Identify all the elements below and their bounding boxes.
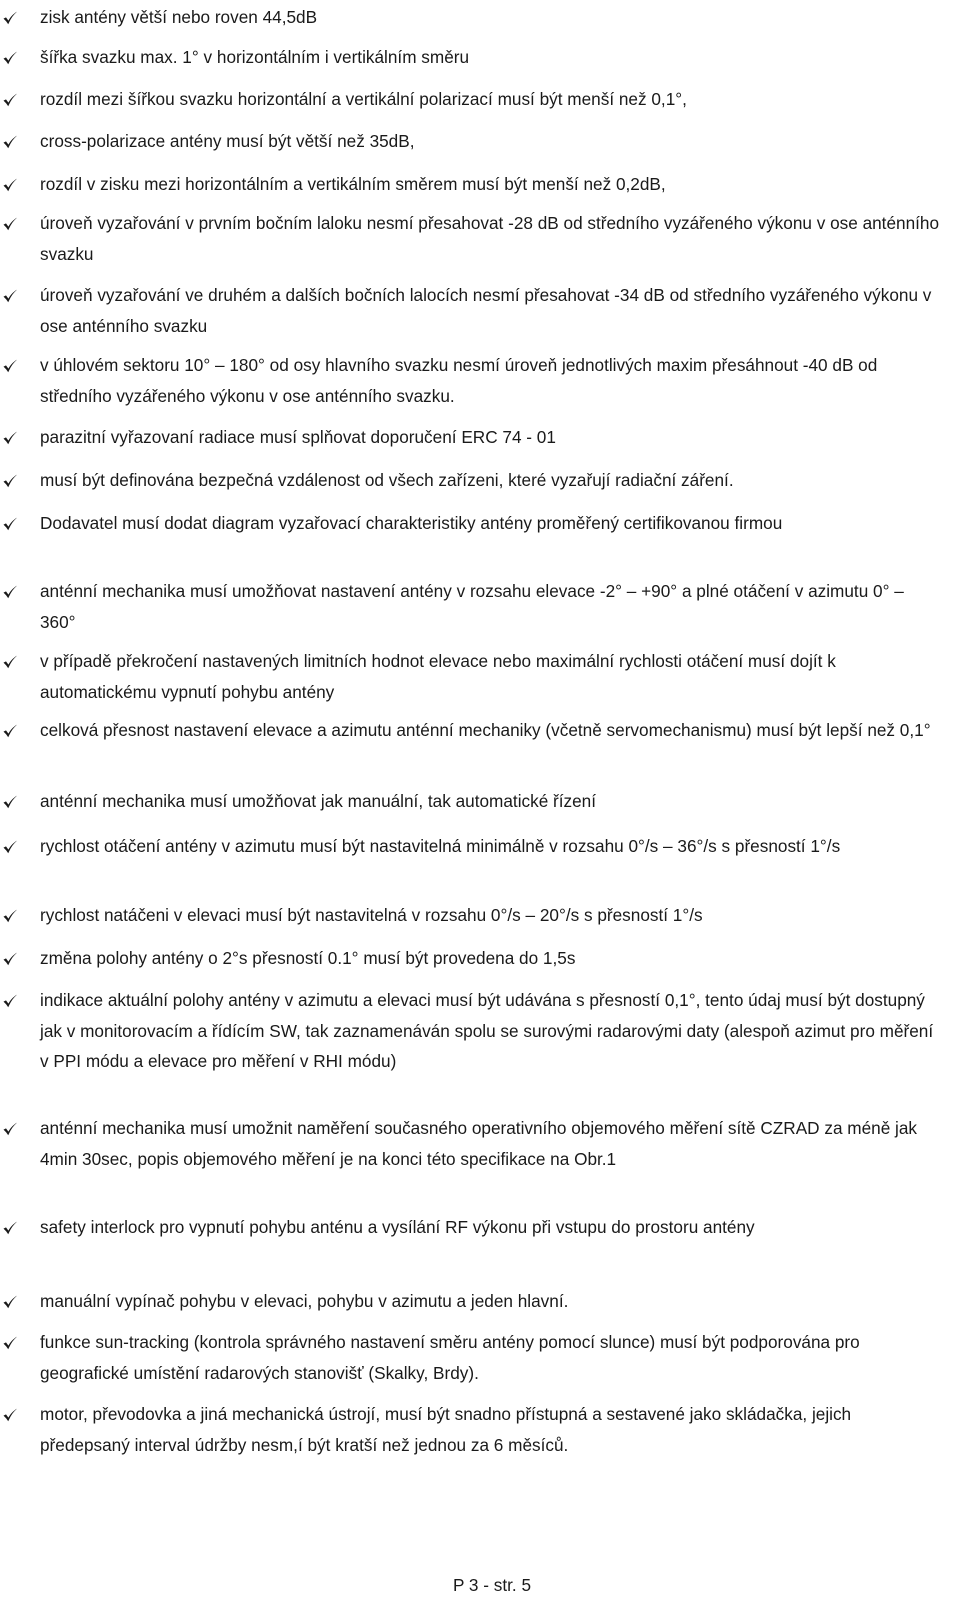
checkmark-icon xyxy=(2,288,18,304)
checkmark-icon xyxy=(2,951,18,967)
list-item-text: úroveň vyzařování v prvním bočním laloku nesmí přesahovat -28 dB od středního vyzářeného výkonu v ose anténního svazku xyxy=(40,213,940,264)
list-item-text: šířka svazku max. 1° v horizontálním i vertikálním směru xyxy=(40,47,470,67)
list-item-text: úroveň vyzařování ve druhém a dalších bočních lalocích nesmí přesahovat -34 dB od středního vyzářeného výkonu v ose anténního svazku xyxy=(40,285,932,336)
checkmark-icon xyxy=(2,216,18,232)
list-item-text: rozdíl v zisku mezi horizontálním a vertikálním směrem musí být menší než 0,2dB, xyxy=(40,174,666,194)
checkmark-icon xyxy=(2,1407,18,1423)
checkmark-icon xyxy=(2,908,18,924)
checkmark-icon xyxy=(2,839,18,855)
checkmark-icon xyxy=(2,1335,18,1351)
list-item-text: zisk antény větší nebo roven 44,5dB xyxy=(40,7,318,27)
checkmark-icon xyxy=(2,584,18,600)
checkmark-icon xyxy=(2,516,18,532)
checkmark-icon xyxy=(2,50,18,66)
list-item-text: anténní mechanika musí umožňovat nastavení antény v rozsahu elevace -2° – +90° a plné otáčení v azimutu 0° – 360° xyxy=(40,581,904,632)
list-item-text: safety interlock pro vypnutí pohybu anténu a vysílání RF výkonu při vstupu do prostoru antény xyxy=(40,1217,755,1237)
page-number: P 3 - str. 5 xyxy=(452,1575,531,1595)
list-item-text: celková přesnost nastavení elevace a azimutu anténní mechaniky (včetně servomechanismu) musí být lepší než 0,1° xyxy=(40,720,931,740)
checkmark-icon xyxy=(2,177,18,193)
checkmark-icon xyxy=(2,134,18,150)
list-item-text: v úhlovém sektoru 10° – 180° od osy hlavního svazku nesmí úroveň jednotlivých maxim přesáhnout -40 dB od středního vyzářeného výkonu v ose anténního svazku. xyxy=(40,355,878,406)
list-item-text: změna polohy antény o 2°s přesností 0.1° musí být provedena do 1,5s xyxy=(40,948,576,968)
checkmark-icon xyxy=(2,654,18,670)
checkmark-icon xyxy=(2,1121,18,1137)
checkmark-icon xyxy=(2,794,18,810)
checkmark-icon xyxy=(2,10,18,26)
checkmark-icon xyxy=(2,993,18,1009)
checkmark-icon xyxy=(2,473,18,489)
page-footer xyxy=(0,1574,960,1596)
checkmark-icon xyxy=(2,430,18,446)
list-item-text: funkce sun-tracking (kontrola správného nastavení směru antény pomocí slunce) musí být podporována pro geografické umístění radarových stanovišť (Skalky, Brdy). xyxy=(40,1332,860,1383)
list-item-text: rychlost otáčení antény v azimutu musí být nastavitelná minimálně v rozsahu 0°/s – 36°/s s přesností 1°/s xyxy=(40,836,841,856)
list-item-text: parazitní vyřazovaní radiace musí splňovat doporučení ERC 74 - 01 xyxy=(40,427,556,447)
list-item-text: manuální vypínač pohybu v elevaci, pohybu v azimutu a jeden hlavní. xyxy=(40,1291,569,1311)
checkmark-icon xyxy=(2,723,18,739)
list-item-text: anténní mechanika musí umožňovat jak manuální, tak automatické řízení xyxy=(40,791,597,811)
checkmark-icon xyxy=(2,358,18,374)
list-item-text: rozdíl mezi šířkou svazku horizontální a vertikální polarizací musí být menší než 0,1°, xyxy=(40,89,687,109)
list-item-text: rychlost natáčeni v elevaci musí být nastavitelná v rozsahu 0°/s – 20°/s s přesností 1°/s xyxy=(40,905,703,925)
list-item-text: Dodavatel musí dodat diagram vyzařovací charakteristiky antény proměřený certifikovanou firmou xyxy=(40,513,783,533)
list-item-text: cross-polarizace antény musí být větší než 35dB, xyxy=(40,131,415,151)
list-item-text: v případě překročení nastavených limitních hodnot elevace nebo maximální rychlosti otáčení musí dojít k automatickému vypnutí pohybu antény xyxy=(40,651,836,702)
list-item-text: indikace aktuální polohy antény v azimutu a elevaci musí být udávána s přesností 0,1°, tento údaj musí být dostupný jak v monitorovacím a řídícím SW, tak zaznamenáván spolu se surovými radarovými daty (alespoň azimut pro měření v PPI módu a elevace pro měření v RHI módu) xyxy=(40,990,934,1071)
checkmark-icon xyxy=(2,92,18,108)
list-item-text: motor, převodovka a jiná mechanická ústrojí, musí být snadno přístupná a sestavené jako skládačka, jejich předepsaný interval údržby nesm,í být kratší než jednou za 6 měsíců. xyxy=(40,1404,852,1455)
list-item-text: musí být definována bezpečná vzdálenost od všech zařízeni, které vyzařují radiační záření. xyxy=(40,470,734,490)
checkmark-icon xyxy=(2,1220,18,1236)
checkmark-icon xyxy=(2,1294,18,1310)
list-item-text: anténní mechanika musí umožnit naměření současného operativního objemového měření sítě CZRAD za méně jak 4min 30sec, popis objemového měření je na konci této specifikace na Obr.1 xyxy=(40,1118,918,1169)
